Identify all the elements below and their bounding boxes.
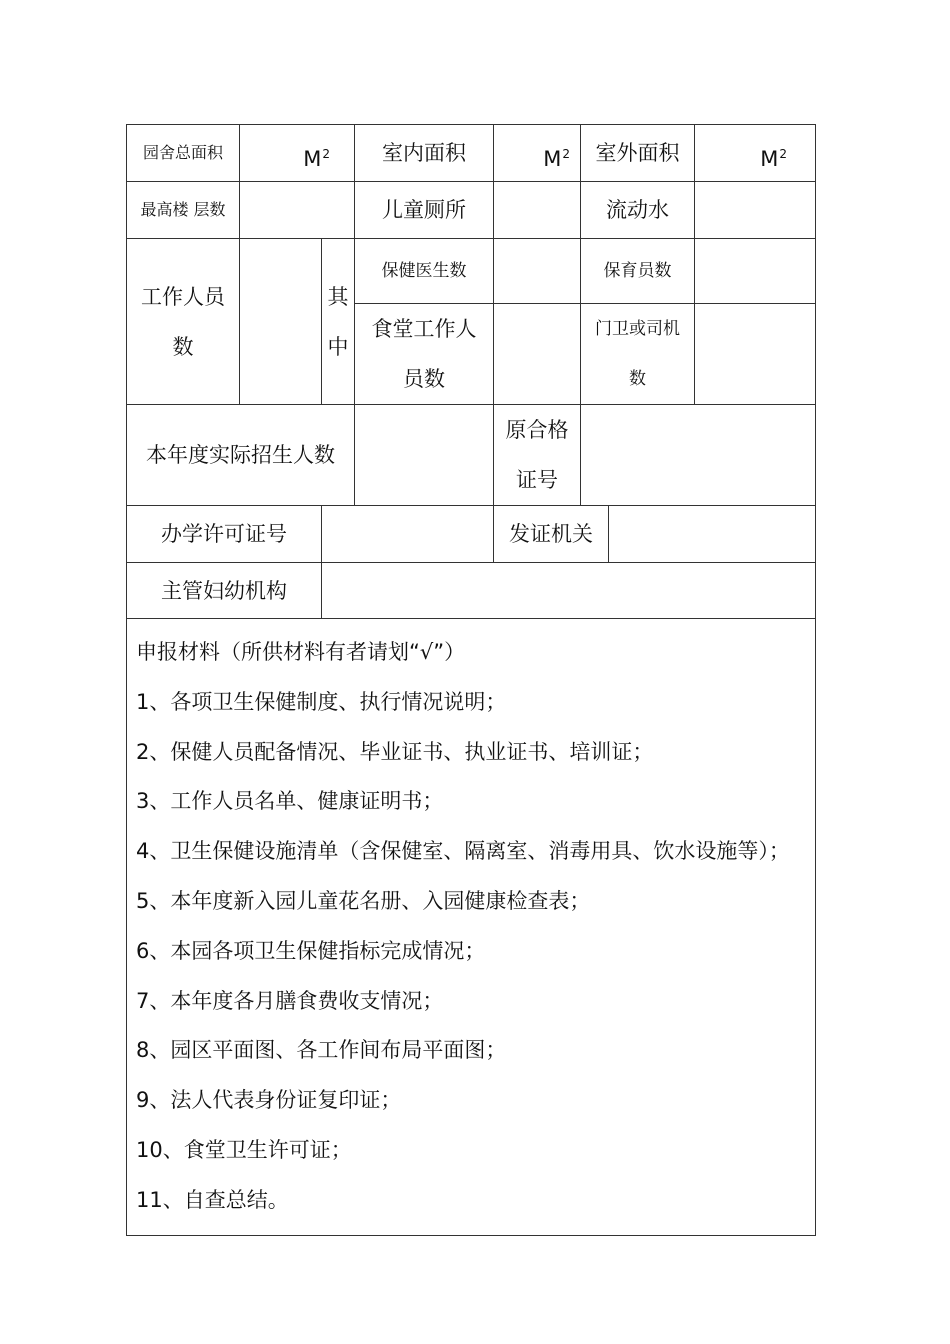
- original-cert-label-line1: 原合格: [505, 418, 569, 442]
- max-floors-label: 最高楼 层数: [127, 182, 240, 239]
- running-water-field[interactable]: [695, 182, 816, 239]
- max-floors-field[interactable]: [240, 182, 355, 239]
- original-cert-field[interactable]: [581, 405, 816, 506]
- facility-row: [127, 182, 816, 239]
- indoor-area-label: 室内面积: [355, 125, 494, 182]
- canteen-staff-field[interactable]: [494, 304, 581, 405]
- child-toilet-label: 儿童厕所: [355, 182, 494, 239]
- outdoor-area-unit: M: [760, 147, 779, 171]
- school-license-field[interactable]: [322, 506, 494, 563]
- canteen-staff-label: [355, 304, 494, 405]
- area-row: [127, 125, 816, 182]
- health-doctor-field[interactable]: [494, 239, 581, 304]
- original-cert-label-line2: 证号: [516, 468, 559, 492]
- outdoor-area-field[interactable]: [695, 125, 816, 182]
- guard-driver-label: [581, 304, 695, 405]
- enrollment-row: [127, 405, 816, 506]
- materials-cell: [127, 619, 816, 1236]
- materials-heading: 申报材料（所供材料有者请划“√”）: [136, 640, 466, 664]
- supervising-institution-label: 主管妇幼机构: [127, 563, 322, 619]
- materials-item[interactable]: 4、卫生保健设施清单（含保健室、隔离室、消毒用具、饮水设施等）；: [136, 839, 790, 864]
- guard-driver-label-line2: 数: [629, 369, 647, 389]
- among-label: [322, 239, 355, 405]
- staff-row-top: [127, 239, 816, 304]
- outdoor-area-label: 室外面积: [581, 125, 695, 182]
- supervising-institution-field[interactable]: [322, 563, 816, 619]
- materials-item[interactable]: 5、本年度新入园儿童花名册、入园健康检查表；: [136, 888, 591, 913]
- total-area-field[interactable]: [240, 125, 355, 182]
- actual-enrollment-label: 本年度实际招生人数: [127, 405, 355, 506]
- form-table: [126, 124, 816, 1236]
- health-doctor-label: 保健医生数: [355, 239, 494, 304]
- unit-exponent: 2: [779, 147, 788, 161]
- among-label-line1: 其: [327, 284, 349, 309]
- materials-item[interactable]: 3、工作人员名单、健康证明书；: [136, 789, 444, 814]
- staff-count-label-line1: 工作人员: [141, 284, 225, 309]
- issuing-authority-label: 发证机关: [494, 506, 609, 563]
- child-toilet-field[interactable]: [494, 182, 581, 239]
- materials-row: [127, 619, 816, 1236]
- supervisor-row: [127, 563, 816, 619]
- caregiver-field[interactable]: [695, 239, 816, 304]
- materials-item[interactable]: 6、本园各项卫生保健指标完成情况；: [136, 938, 486, 963]
- running-water-label: 流动水: [581, 182, 695, 239]
- materials-item[interactable]: 8、园区平面图、各工作间布局平面图；: [136, 1038, 507, 1063]
- among-label-line2: 中: [327, 334, 349, 359]
- materials-item[interactable]: 10、食堂卫生许可证；: [136, 1137, 352, 1162]
- guard-driver-label-line1: 门卫或司机: [595, 319, 681, 339]
- actual-enrollment-field[interactable]: [355, 405, 494, 506]
- canteen-staff-label-line1: 食堂工作人: [371, 317, 477, 341]
- total-area-label: 园舍总面积: [127, 125, 240, 182]
- guard-driver-field[interactable]: [695, 304, 816, 405]
- staff-count-label-line2: 数: [172, 334, 194, 359]
- indoor-area-unit: M: [543, 147, 562, 171]
- materials-item[interactable]: 1、各项卫生保健制度、执行情况说明；: [136, 689, 507, 714]
- staff-count-label: [127, 239, 240, 405]
- canteen-staff-label-line2: 员数: [403, 367, 446, 391]
- school-license-label: 办学许可证号: [127, 506, 322, 563]
- indoor-area-field[interactable]: [494, 125, 581, 182]
- materials-item[interactable]: 7、本年度各月膳食费收支情况；: [136, 988, 444, 1013]
- original-cert-label: [494, 405, 581, 506]
- unit-exponent: 2: [562, 147, 571, 161]
- license-row: [127, 506, 816, 563]
- materials-item[interactable]: 9、法人代表身份证复印证；: [136, 1088, 402, 1113]
- issuing-authority-field[interactable]: [609, 506, 816, 563]
- total-area-unit: M: [303, 147, 322, 171]
- caregiver-label: 保育员数: [581, 239, 695, 304]
- registration-form: [126, 124, 815, 1236]
- unit-exponent: 2: [322, 147, 331, 161]
- materials-item[interactable]: 2、保健人员配备情况、毕业证书、执业证书、培训证；: [136, 739, 654, 764]
- staff-count-field[interactable]: [240, 239, 322, 405]
- materials-item[interactable]: 11、自查总结。: [136, 1187, 289, 1212]
